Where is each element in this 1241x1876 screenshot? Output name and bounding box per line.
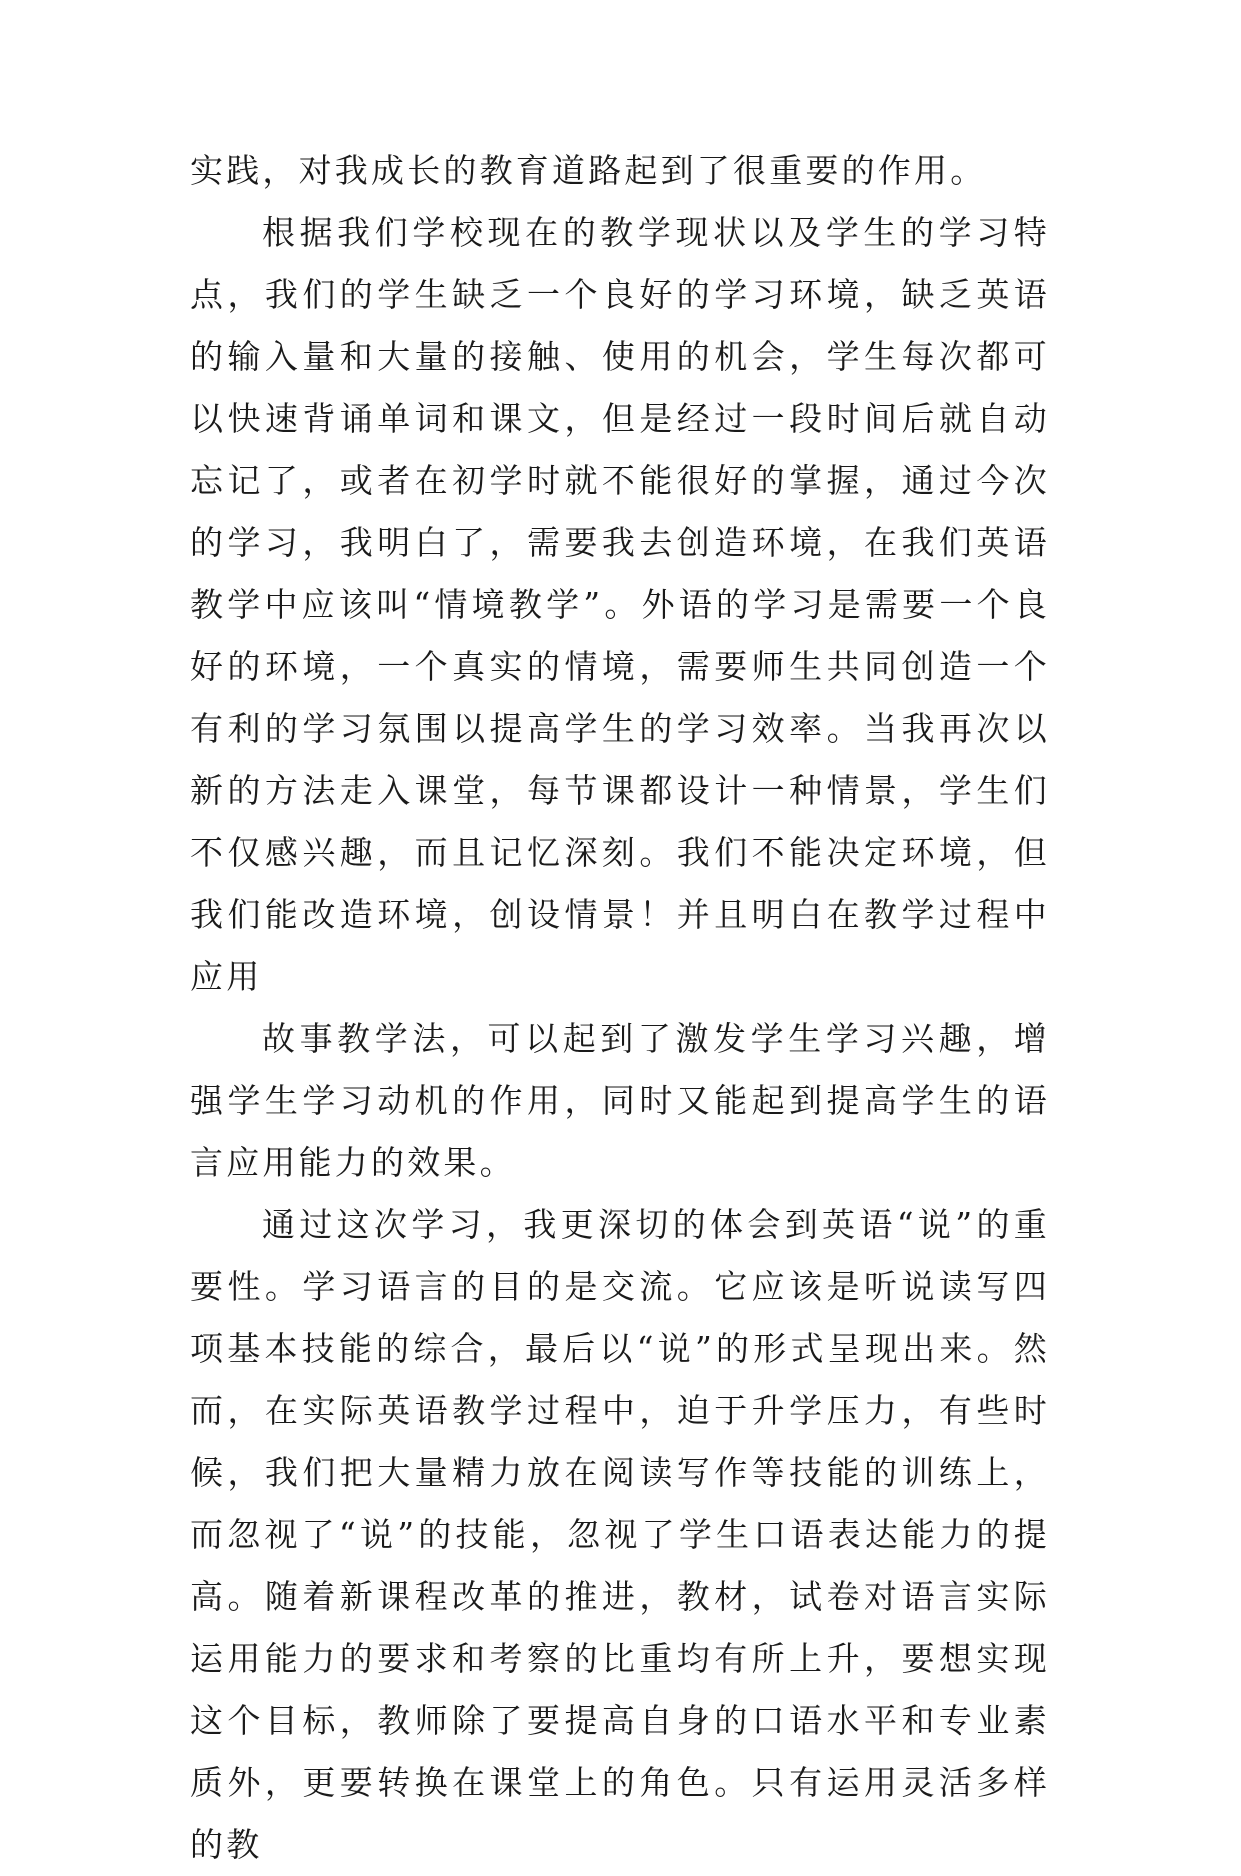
paragraph-speaking-importance: 通过这次学习，我更深切的体会到英语“说”的重要性。学习语言的目的是交流。它应该是听说读写四项基本技能的综合，最后以“说”的形式呈现出来。然而，在实际英语教学过程中，迫于升学压力，有些时候，我们把大量精力放在阅读写作等技能的训练上，而忽视了“说”的技能，忽视了学生口语表达能力的提高。随着新课程改革的推进，教材，试卷对语言实际运用能力的要求和考察的比重均有所上升，要想实现这个目标，教师除了要提高自身的口语水平和专业素质外，更要转换在课堂上的角色。只有运用灵活多样的教 [190, 1205, 1050, 1864]
paragraph-story-method: 故事教学法，可以起到了激发学生学习兴趣，增强学生学习动机的作用，同时又能起到提高学生的语言应用能力的效果。 [190, 1019, 1050, 1182]
paragraph-teaching-situation: 根据我们学校现在的教学现状以及学生的学习特点，我们的学生缺乏一个良好的学习环境，缺乏英语的输入量和大量的接触、使用的机会，学生每次都可以快速背诵单词和课文，但是经过一段时间后就自动忘记了，或者在初学时就不能很好的掌握，通过今次的学习，我明白了，需要我去创造环境，在我们英语教学中应该叫“情境教学”。外语的学习是需要一个良好的环境，一个真实的情境，需要师生共同创造一个有利的学习氛围以提高学生的学习效率。当我再次以新的方法走入课堂，每节课都设计一种情景，学生们不仅感兴趣，而且记忆深刻。我们不能决定环境，但我们能改造环境，创设情景！并且明白在教学过程中应用 [190, 213, 1050, 996]
document-body [190, 140, 1050, 1876]
paragraph-continued: 实践，对我成长的教育道路起到了很重要的作用。 [190, 151, 987, 190]
